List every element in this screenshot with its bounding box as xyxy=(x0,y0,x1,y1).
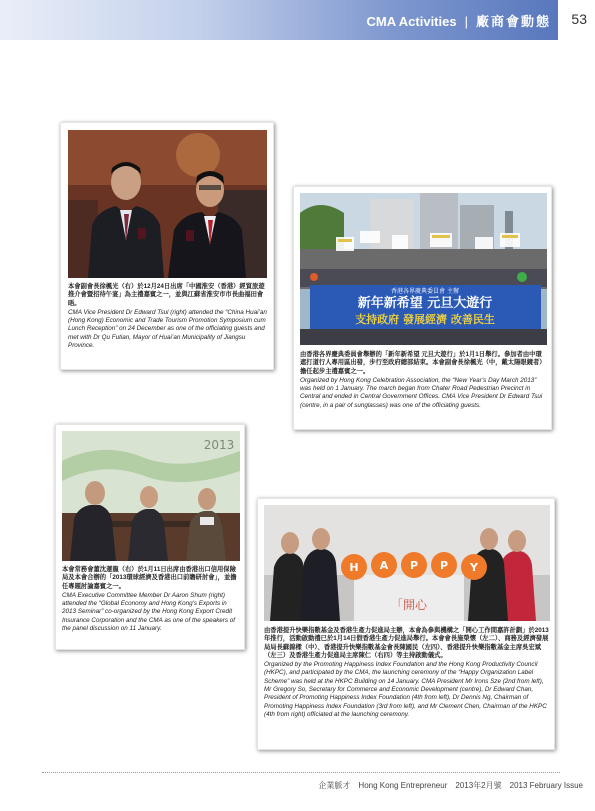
footer xyxy=(310,780,583,791)
footer-issue-en: 2013 February Issue xyxy=(509,781,583,790)
footer-magazine-en: Hong Kong Entrepreneur xyxy=(358,781,448,790)
photo-card-newyear-march xyxy=(293,186,552,430)
caption-huaian xyxy=(68,283,268,350)
section-title-en: CMA Activities xyxy=(366,14,457,29)
section-title xyxy=(367,11,551,30)
footer-divider xyxy=(42,772,560,773)
caption-newyear-march xyxy=(300,351,547,410)
happy-letter-4: P xyxy=(439,559,449,572)
page-number: 53 xyxy=(571,11,587,27)
caption-newyear-march-zh: 由香港各界慶典委員會舉辦的「新年新希望 元旦大遊行」於1月1日舉行。參加者由中環遮打道行人專用區出發，步行至政府總部結束。本會副會長徐楓光（中，戴太陽眼鏡者）擔任起步主禮嘉賓之一。 xyxy=(300,351,546,375)
happy-letter-1: H xyxy=(349,561,359,574)
photo-seminar-panel xyxy=(62,431,240,561)
banner-organizer: 香港各界慶典委員會 主辦 xyxy=(391,288,459,295)
caption-huaian-zh: 本會副會長徐楓光（右）於12月24日出席「中國淮安（香港）經貿旅遊推介會暨招待午宴」為主禮嘉賓之一，並與江蘇省淮安市市長曲福田會晤。 xyxy=(68,283,265,307)
happy-letter-5: Y xyxy=(470,561,478,574)
happy-letter-3: P xyxy=(409,559,419,572)
photo-card-huaian xyxy=(60,122,274,370)
happy-letter-2: A xyxy=(379,559,389,572)
caption-seminar-zh: 本會常務會董沈運龍（右）於1月11日出席由香港出口信用保險局及本會合辦的「2013環球經濟及香港出口前瞻研討會」，並擔任專題討論嘉賓之一。 xyxy=(62,566,237,590)
banner-slogan: 支持政府 發展經濟 改善民生 xyxy=(355,313,495,326)
seminar-year: 2013 xyxy=(203,438,235,452)
caption-happy-organization-zh: 由香港提升快樂指數基金及香港生產力促進局主辦，本會為參與機構之「開心工作間嘉許計劃」於2013年推行，活動啟動禮已於1月14日假香港生產力促進局舉行。本會會長施榮懷（左二）、商務及經濟發展局局長蘇錦樑（中）、香港提升快樂指數基金會長陳國民（左四）、香港提升快樂指數基金主席吳宏斌（左三）及香港生產力促進局主席陳仁（右四）等主持啟動儀式。 xyxy=(264,627,549,659)
footer-issue-zh: 2013年2月號 xyxy=(455,781,502,790)
caption-seminar xyxy=(62,566,240,633)
caption-seminar-en: CMA Executive Committee Member Dr Aaron Shum (right) attended the “Global Economy and Hong Kong’s Exports in 2013 Seminar” co-organized by the Hong Kong Export Credit Insurance Corporation and the CMA as one of the speakers of the panel discussion on 11 January. xyxy=(62,591,236,633)
banner-main: 新年新希望 元旦大遊行 xyxy=(357,296,493,311)
caption-happy-organization xyxy=(264,627,550,719)
photo-huaian-reception xyxy=(68,130,267,278)
photo-happy-ceremony xyxy=(264,505,550,621)
caption-happy-organization-en: Organized by the Promoting Happiness Index Foundation and the Hong Kong Productivity Council (HKPC), and participated by the CMA, the launching ceremony of the “Happy Organization Label Scheme” was held at the HKPC Building on 14 January. CMA President Mr Irons Sze (2nd from left), Mr Gregory So, Secretary for Commerce and Economic Development (centre), Dr Edward Chan, President of Promoting Happiness Index Foundation (4th from left), Dr Dennis Ng, Chairman of Promoting Happiness Index Foundation (3rd from left), and Mr Clement Chen, Chairman of the HKPC (4th from right) officiated at the launching ceremony. xyxy=(264,661,547,718)
caption-newyear-march-en: Organized by Hong Kong Celebration Association, the “New Year’s Day March 2013” was held on 1 January. The march began from Chater Road Pedestrian Precinct in Central and ended in Central Government Offices. CMA Vice President Dr Edward Tsui (centre, in a pair of sunglasses) was one of the officiating guests. xyxy=(300,376,543,409)
photo-card-seminar xyxy=(55,424,245,650)
photo-card-happy-organization xyxy=(257,498,555,750)
title-separator: | xyxy=(464,14,468,29)
footer-magazine-zh: 企業脈才 xyxy=(318,781,351,790)
photo-newyear-march xyxy=(300,193,547,345)
section-title-zh: 廠商會動態 xyxy=(475,14,551,29)
happy-backdrop: 「開心 xyxy=(390,598,428,612)
caption-huaian-en: CMA Vice President Dr Edward Tsui (right) attended the “China Huai’an (Hong Kong) Economic and Trade Tourism Promotion Symposium cum Lunch Reception” on 24 December as one of the officiating guests and met with Dr Qu Futian, Mayor of Huai’an Municipality of Jiangsu Province. xyxy=(68,308,267,350)
